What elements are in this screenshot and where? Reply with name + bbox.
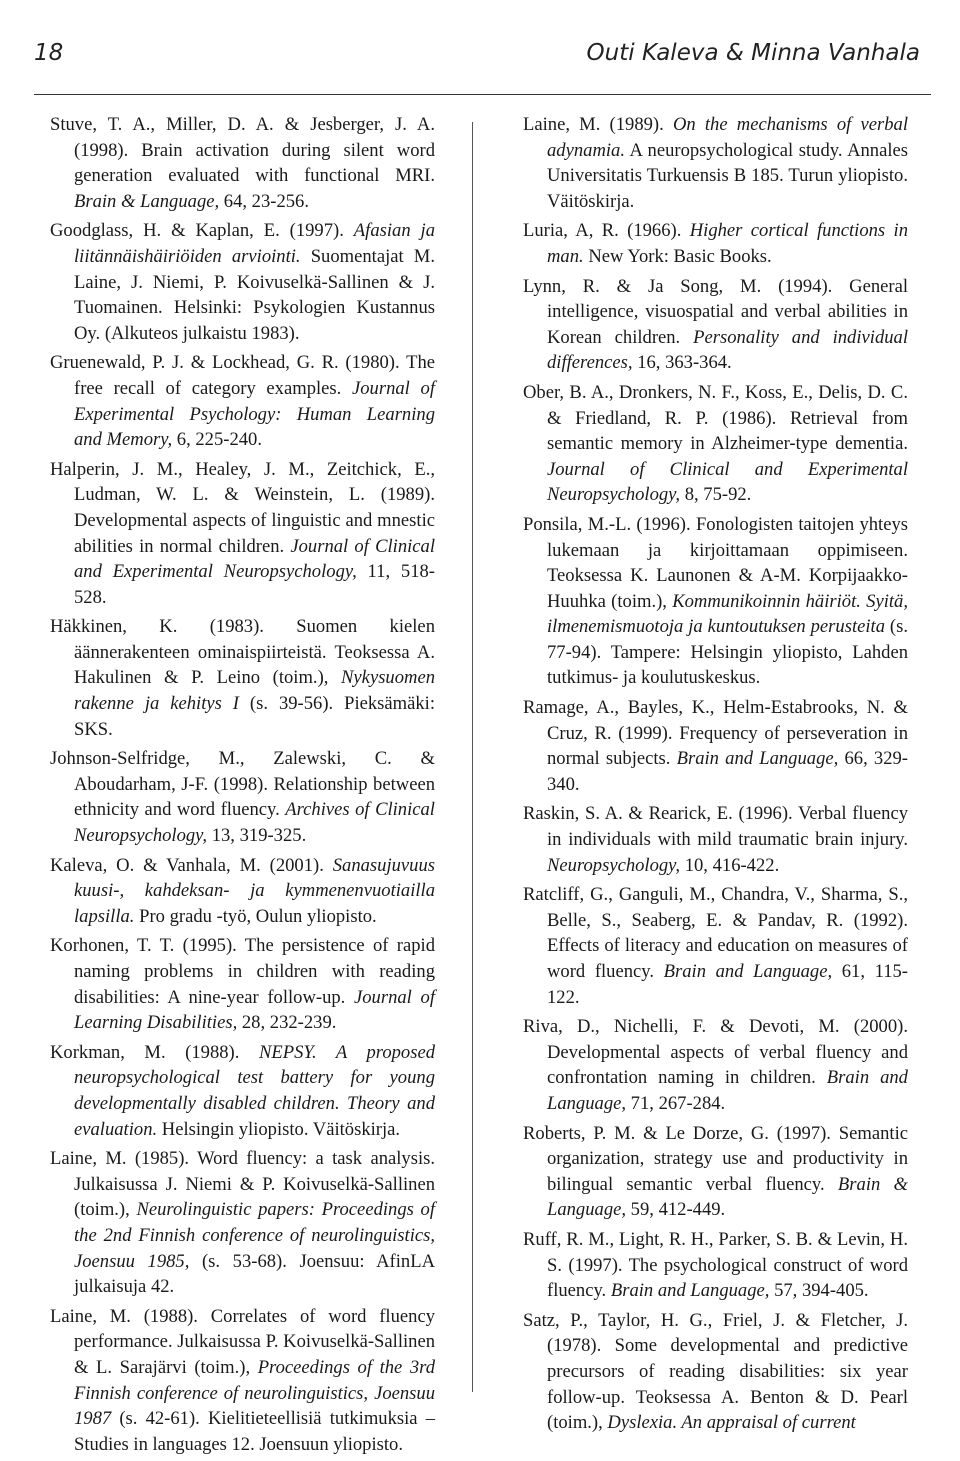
reference-source-title: Journal of Clinical and Experimental Neuropsychology, — [547, 458, 908, 506]
reference-source-title: Dyslexia. An appraisal of current — [607, 1412, 856, 1434]
reference-text: Stuve, T. A., Miller, D. A. & Jesberger, J. A. (1998). Brain activation during silent word generation evaluated with functional MRI. — [50, 114, 435, 187]
reference-details: 10, 416-422. — [680, 854, 780, 876]
reference-text: Riva, D., Nichelli, F. & Devoti, M. (2000). Developmental aspects of verbal fluency and confrontation naming in children. — [523, 1016, 908, 1089]
reference-details: (s. 77-94). Tampere: Helsingin yliopisto, Lahden tutkimus- ja koulutuskeskus. — [547, 616, 908, 689]
reference-entry — [523, 512, 908, 691]
reference-entry — [523, 218, 908, 269]
reference-source-title: Journal of Clinical and Experimental Neuropsychology, — [74, 535, 435, 583]
reference-text: Laine, M. (1988). Correlates of word fluency performance. Julkaisussa P. Koivuselkä-Sallinen & L. Sarajärvi (toim.), — [50, 1305, 435, 1378]
reference-entry — [50, 746, 435, 848]
reference-entry — [50, 457, 435, 611]
reference-entry — [523, 1227, 908, 1304]
reference-text: Johnson-Selfridge, M., Zalewski, C. & Aboudarham, J-F. (1998). Relationship between ethnicity and word fluency. — [50, 748, 435, 821]
reference-text: Korkman, M. (1988). — [50, 1041, 259, 1063]
reference-source-title: Brain & Language, — [74, 190, 220, 212]
reference-details: 57, 394-405. — [769, 1280, 869, 1302]
reference-details: 61, 115-122. — [547, 961, 908, 1008]
reference-entry — [523, 112, 908, 214]
header-rule — [34, 94, 931, 95]
reference-entry — [50, 1304, 435, 1458]
reference-text: Ruff, R. M., Light, R. H., Parker, S. B. & Levin, H. S. (1997). The psychological construct of word fluency. — [523, 1228, 908, 1302]
reference-text: Kaleva, O. & Vanhala, M. (2001). — [50, 854, 333, 876]
reference-text: Korhonen, T. T. (1995). The persistence of rapid naming problems in children with reading disabilities: A nine-year follow-up. — [50, 935, 435, 1008]
column-divider — [472, 122, 473, 1392]
reference-source-title: NEPSY. A proposed neuropsychological test battery for young developmentally disabled children. Theory and evaluation. — [74, 1041, 435, 1140]
reference-source-title: Personality and individual differences, — [547, 326, 908, 374]
reference-entry — [523, 1121, 908, 1223]
reference-details: (s. 42-61). Kielitieteellisiä tutkimuksia – Studies in languages 12. Joensuun yliopisto. — [74, 1408, 435, 1455]
reference-entry — [523, 1014, 908, 1116]
reference-text: Häkkinen, K. (1983). Suomen kielen äännerakenteen ominaispiirteistä. Teoksessa A. Hakulinen & P. Leino (toim.), — [50, 616, 435, 689]
reference-details: New York: Basic Books. — [583, 245, 772, 267]
reference-text: Ratcliff, G., Ganguli, M., Chandra, V., Sharma, S., Belle, S., Seaberg, E. & Pandav, R. (1992). Effects of literacy and education on measures of word fluency. — [523, 884, 908, 982]
reference-entry — [523, 801, 908, 878]
reference-text: Satz, P., Taylor, H. G., Friel, J. & Fletcher, J. (1978). Some developmental and predictive precursors of reading disabilities: six year follow-up. Teoksessa A. Benton & D. Pearl (toim.), — [523, 1309, 908, 1434]
page-number: 18 — [34, 40, 64, 66]
reference-details: A neuropsychological study. Annales Universitatis Turkuensis B 185. Turun yliopisto. Väitöskirja. — [547, 139, 908, 212]
reference-text: Roberts, P. M. & Le Dorze, G. (1997). Semantic organization, strategy use and productivity in bilingual semantic verbal fluency. — [523, 1122, 908, 1195]
reference-source-title: Sanasujuvuus kuusi-, kahdeksan- ja kymmenenvuotiailla lapsilla. — [74, 854, 435, 927]
reference-entry — [50, 350, 435, 452]
references-right-column — [523, 112, 908, 1440]
reference-source-title: Brain and Language, — [610, 1280, 770, 1302]
reference-details: (s. 39-56). Pieksämäki: SKS. — [74, 693, 435, 740]
reference-details: 6, 225-240. — [172, 429, 262, 451]
reference-details: Helsingin yliopisto. Väitöskirja. — [157, 1118, 401, 1140]
reference-source-title: Afasian ja liitännäishäiriöiden arviointi. — [74, 220, 435, 267]
reference-details: Suomentajat M. Laine, J. Niemi, P. Koivuselkä-Sallinen & J. Tuomainen. Helsinki: Psykologien Kustannus Oy. (Alkuteos julkaistu 1983). — [74, 245, 435, 344]
reference-details: 28, 232-239. — [237, 1012, 337, 1034]
reference-source-title: Higher cortical functions in man. — [547, 220, 909, 267]
reference-source-title: Neuropsychology, — [547, 854, 681, 876]
reference-source-title: Journal of Learning Disabilities, — [74, 986, 435, 1034]
reference-entry — [523, 380, 908, 508]
reference-source-title: Kommunikoinnin häiriöt. Syitä, ilmenemismuotoja ja kuntoutuksen perusteita — [547, 590, 909, 638]
reference-source-title: On the mechanisms of verbal adynamia. — [547, 114, 909, 161]
running-head: Outi Kaleva & Minna Vanhala — [586, 40, 920, 66]
reference-text: Luria, A, R. (1966). — [523, 220, 690, 242]
reference-details: 66, 329-340. — [547, 748, 908, 795]
reference-text: Goodglass, H. & Kaplan, E. (1997). — [50, 220, 354, 242]
reference-details: 8, 75-92. — [680, 484, 752, 506]
reference-details: 11, 518-528. — [74, 561, 436, 608]
reference-source-title: Proceedings of the 3rd Finnish conference of neurolinguistics, Joensuu 1987 — [74, 1356, 436, 1430]
reference-source-title: Neurolinguistic papers: Proceedings of the 2nd Finnish conference of neurolinguistics, Joensuu 1985, — [74, 1199, 435, 1272]
reference-source-title: Nykysuomen rakenne ja kehitys I — [74, 667, 435, 715]
reference-text: Raskin, S. A. & Rearick, E. (1996). Verbal fluency in individuals with mild traumatic brain injury. — [523, 803, 908, 851]
reference-source-title: Brain and Language, — [663, 961, 833, 982]
reference-source-title: Journal of Experimental Psychology: Human Learning and Memory, — [74, 377, 435, 451]
reference-entry — [50, 933, 435, 1035]
reference-text: Ramage, A., Bayles, K., Helm-Estabrooks, N. & Cruz, R. (1999). Frequency of perseveration in normal subjects. — [523, 697, 908, 770]
reference-source-title: Archives of Clinical Neuropsychology, — [74, 799, 435, 847]
reference-entry — [523, 882, 908, 1010]
reference-text: Laine, M. (1985). Word fluency: a task analysis. Julkaisussa J. Niemi & P. Koivuselkä-Sallinen (toim.), — [50, 1148, 435, 1221]
reference-entry — [50, 112, 435, 214]
reference-details: 59, 412-449. — [626, 1199, 726, 1221]
reference-entry — [50, 614, 435, 742]
references-left-column — [50, 112, 435, 1461]
reference-details: (s. 53-68). Joensuu: AfinLA julkaisuja 42. — [74, 1250, 435, 1298]
reference-details: 71, 267-284. — [626, 1092, 726, 1114]
reference-text: Lynn, R. & Ja Song, M. (1994). General intelligence, visuospatial and verbal abilities in Korean children. — [523, 275, 908, 348]
reference-source-title: Brain and Language, — [676, 748, 839, 770]
reference-details: 16, 363-364. — [632, 352, 732, 374]
reference-entry — [50, 853, 435, 930]
reference-entry — [50, 218, 435, 346]
reference-entry — [523, 695, 908, 797]
reference-entry — [523, 274, 908, 376]
reference-details: Pro gradu -työ, Oulun yliopisto. — [134, 905, 377, 927]
reference-text: Ober, B. A., Dronkers, N. F., Koss, E., Delis, D. C. & Friedland, R. P. (1986). Retrieval from semantic memory in Alzheimer-type dementia. — [523, 381, 908, 455]
reference-entry — [50, 1040, 435, 1142]
reference-text: Gruenewald, P. J. & Lockhead, G. R. (1980). The free recall of category examples. — [50, 352, 435, 399]
reference-source-title: Brain and Language, — [547, 1067, 908, 1114]
reference-text: Halperin, J. M., Healey, J. M., Zeitchick, E., Ludman, W. L. & Weinstein, L. (1989). Developmental aspects of linguistic and mnestic abilities in normal children. — [50, 458, 435, 557]
reference-entry — [50, 1146, 435, 1300]
reference-entry — [523, 1308, 908, 1436]
reference-details: 13, 319-325. — [207, 825, 307, 847]
reference-details: 64, 23-256. — [219, 190, 310, 212]
reference-source-title: Brain & Language, — [547, 1173, 909, 1221]
reference-text: Laine, M. (1989). — [523, 114, 673, 135]
reference-text: Ponsila, M.-L. (1996). Fonologisten taitojen yhteys lukemaan ja kirjoittamaan oppimiseen. Teoksessa K. Launonen & A-M. Korpijaakko-Huuhka (toim.), — [523, 513, 908, 612]
